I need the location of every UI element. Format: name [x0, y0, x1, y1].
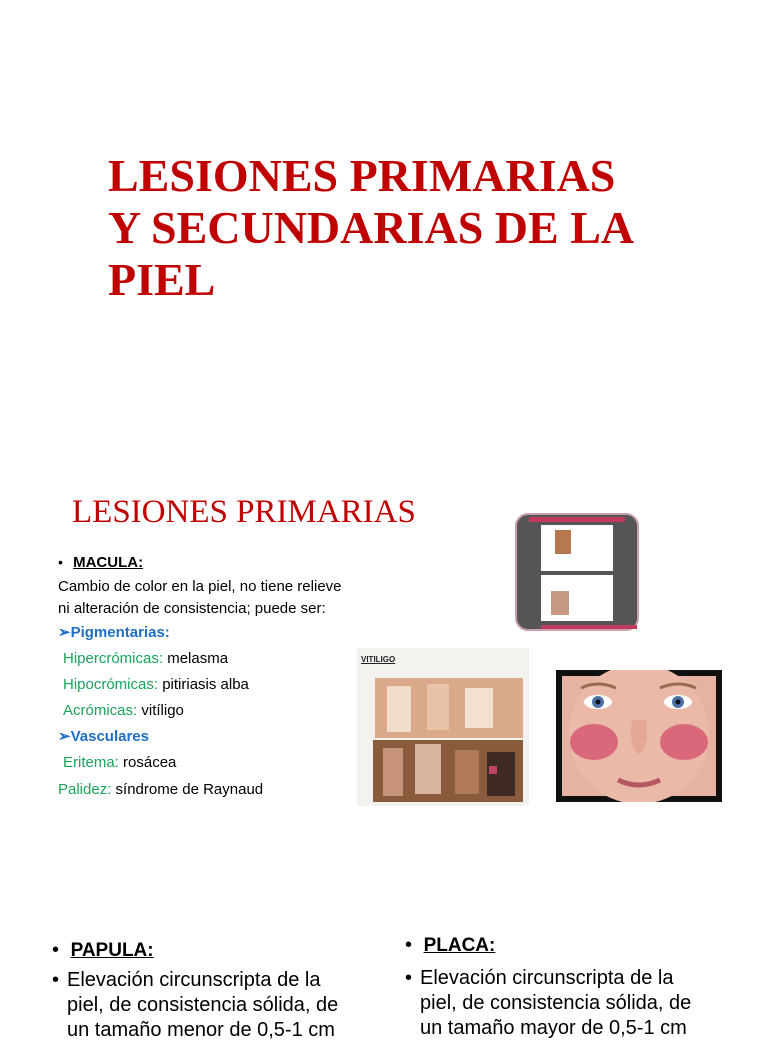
- vitiligo-image: [357, 648, 529, 806]
- papula-heading-row: [52, 938, 154, 963]
- list-item: [63, 650, 228, 668]
- vasculares-label: Vasculares: [70, 728, 149, 745]
- bullet: •: [52, 969, 60, 991]
- arrow-icon: ➢: [58, 624, 71, 641]
- papula-heading: PAPULA:: [70, 940, 154, 961]
- pigmentarias-row: [58, 624, 170, 642]
- title-line-3: PIEL: [108, 254, 216, 305]
- list-item: [63, 754, 176, 772]
- item-value: melasma: [163, 650, 229, 667]
- placa-line-3: un tamaño mayor de 0,5-1 cm: [420, 1017, 687, 1039]
- slide-thumbnail-image: [515, 513, 639, 631]
- macula-desc-1: Cambio de color en la piel, no tiene relieve: [58, 578, 342, 595]
- item-label: Palidez:: [58, 781, 112, 798]
- list-item: [63, 676, 249, 694]
- pigmentarias-label: Pigmentarias:: [70, 624, 170, 641]
- papula-bullet-row: [52, 968, 59, 992]
- vasculares-row: [58, 728, 149, 746]
- list-item: [58, 781, 263, 799]
- item-label: Hipocrómicas:: [63, 676, 159, 693]
- papula-line-2: piel, de consistencia sólida, de: [67, 994, 339, 1016]
- title-line-2: Y SECUNDARIAS DE LA: [108, 202, 635, 253]
- macula-desc-2: ni alteración de consistencia; puede ser:: [58, 600, 326, 617]
- page-title: [108, 150, 708, 306]
- item-label: Acrómicas:: [63, 702, 138, 719]
- placa-heading-row: [405, 933, 495, 958]
- section-title: LESIONES PRIMARIAS: [72, 494, 416, 530]
- title-line-1: LESIONES PRIMARIAS: [108, 150, 616, 201]
- rosacea-face-image: [556, 670, 722, 802]
- arrow-icon: ➢: [58, 728, 71, 745]
- bullet: •: [405, 967, 413, 989]
- bullet: •: [52, 939, 60, 961]
- list-item: [63, 702, 184, 720]
- vitiligo-label: VITILIGO: [361, 655, 396, 664]
- papula-line-3: un tamaño menor de 0,5-1 cm: [67, 1019, 335, 1041]
- item-label: Eritema:: [63, 754, 119, 771]
- papula-line-1: Elevación circunscripta de la: [67, 969, 321, 991]
- macula-heading-row: [58, 553, 143, 572]
- item-label: Hipercrómicas:: [63, 650, 164, 667]
- placa-line-2: piel, de consistencia sólida, de: [420, 992, 692, 1014]
- placa-line-1: Elevación circunscripta de la: [420, 967, 674, 989]
- item-value: síndrome de Raynaud: [111, 781, 264, 798]
- bullet: •: [405, 934, 413, 956]
- placa-heading: PLACA:: [423, 935, 496, 956]
- placa-bullet-row: [405, 966, 412, 990]
- macula-heading: MACULA:: [73, 554, 144, 571]
- item-value: pitiriasis alba: [158, 676, 249, 693]
- item-value: rosácea: [118, 754, 177, 771]
- bullet: •: [58, 554, 63, 570]
- item-value: vitíligo: [137, 702, 184, 719]
